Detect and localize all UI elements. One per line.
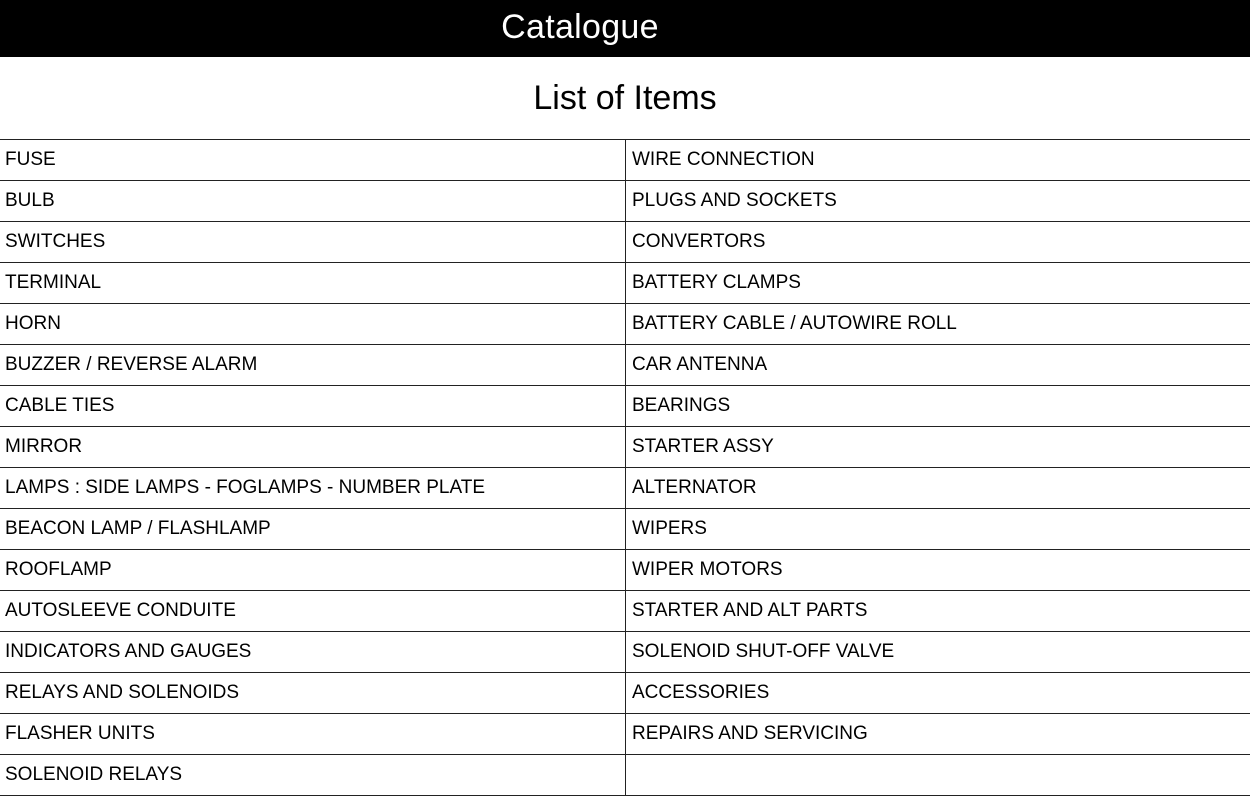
table-row — [0, 714, 1250, 755]
table-row — [0, 509, 1250, 550]
item-cell-left[interactable]: FUSE — [0, 140, 626, 181]
item-cell-right[interactable]: BATTERY CABLE / AUTOWIRE ROLL — [626, 304, 1250, 345]
item-cell-right[interactable]: WIPERS — [626, 509, 1250, 550]
header-title: Catalogue — [501, 8, 659, 46]
item-cell-right[interactable]: ACCESSORIES — [626, 673, 1250, 714]
item-cell-left[interactable]: BULB — [0, 181, 626, 222]
item-cell-right[interactable]: CAR ANTENNA — [626, 345, 1250, 386]
item-cell-right[interactable]: CONVERTORS — [626, 222, 1250, 263]
item-cell-right[interactable]: STARTER ASSY — [626, 427, 1250, 468]
table-row — [0, 468, 1250, 509]
item-cell-left[interactable]: RELAYS AND SOLENOIDS — [0, 673, 626, 714]
item-cell-right[interactable]: STARTER AND ALT PARTS — [626, 591, 1250, 632]
item-cell-left[interactable]: CABLE TIES — [0, 386, 626, 427]
item-cell-right[interactable]: WIPER MOTORS — [626, 550, 1250, 591]
table-row — [0, 755, 1250, 796]
table-row — [0, 591, 1250, 632]
item-cell-right[interactable]: REPAIRS AND SERVICING — [626, 714, 1250, 755]
table-row — [0, 263, 1250, 304]
item-cell-left[interactable]: SOLENOID RELAYS — [0, 755, 626, 796]
table-row — [0, 427, 1250, 468]
item-cell-right-empty — [626, 755, 1250, 796]
item-cell-right[interactable]: BEARINGS — [626, 386, 1250, 427]
item-cell-left[interactable]: ROOFLAMP — [0, 550, 626, 591]
item-cell-left[interactable]: LAMPS : SIDE LAMPS - FOGLAMPS - NUMBER PLATE — [0, 468, 626, 509]
table-row — [0, 673, 1250, 714]
header-bar — [0, 0, 1250, 57]
table-row — [0, 304, 1250, 345]
table-row — [0, 632, 1250, 673]
item-cell-left[interactable]: FLASHER UNITS — [0, 714, 626, 755]
table-row — [0, 222, 1250, 263]
table-row — [0, 345, 1250, 386]
table-row — [0, 386, 1250, 427]
table-row — [0, 181, 1250, 222]
item-cell-right[interactable]: ALTERNATOR — [626, 468, 1250, 509]
item-cell-right[interactable]: WIRE CONNECTION — [626, 140, 1250, 181]
item-cell-left[interactable]: SWITCHES — [0, 222, 626, 263]
item-cell-left[interactable]: BEACON LAMP / FLASHLAMP — [0, 509, 626, 550]
page-title: List of Items — [533, 79, 717, 117]
item-cell-left[interactable]: AUTOSLEEVE CONDUITE — [0, 591, 626, 632]
item-cell-right[interactable]: PLUGS AND SOCKETS — [626, 181, 1250, 222]
item-cell-left[interactable]: TERMINAL — [0, 263, 626, 304]
items-table — [0, 139, 1250, 796]
item-cell-left[interactable]: BUZZER / REVERSE ALARM — [0, 345, 626, 386]
item-cell-left[interactable]: INDICATORS AND GAUGES — [0, 632, 626, 673]
items-table-body — [0, 140, 1250, 796]
item-cell-right[interactable]: SOLENOID SHUT-OFF VALVE — [626, 632, 1250, 673]
item-cell-left[interactable]: MIRROR — [0, 427, 626, 468]
item-cell-left[interactable]: HORN — [0, 304, 626, 345]
table-row — [0, 140, 1250, 181]
table-row — [0, 550, 1250, 591]
item-cell-right[interactable]: BATTERY CLAMPS — [626, 263, 1250, 304]
